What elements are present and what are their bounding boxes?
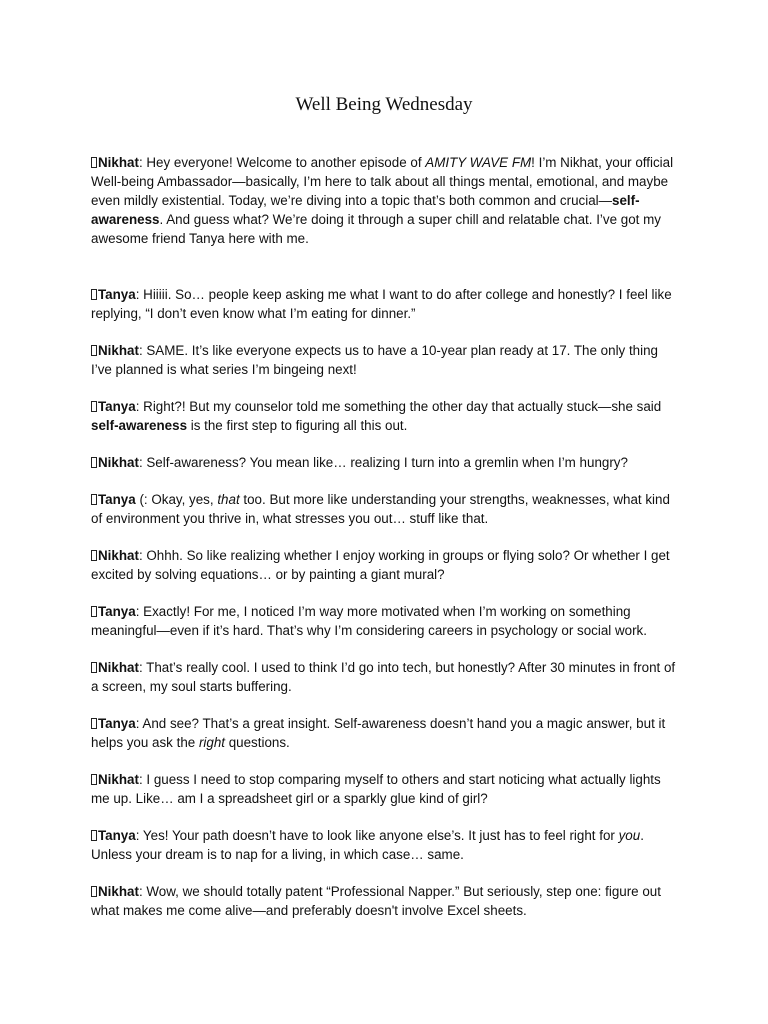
missing-glyph-icon bbox=[91, 774, 97, 785]
dialogue-body bbox=[91, 153, 681, 938]
dialogue-text: : Hey everyone! Welcome to another episode of bbox=[138, 155, 426, 170]
dialogue-text: (: Okay, yes, bbox=[135, 492, 218, 507]
dialogue-text: . And guess what? We’re doing it through a super chill and relatable chat. I’ve got my awesome friend Tanya here with me. bbox=[91, 212, 661, 246]
dialogue-paragraph bbox=[91, 770, 681, 808]
missing-glyph-icon bbox=[91, 457, 97, 468]
speaker-name: Tanya bbox=[98, 287, 136, 302]
missing-glyph-icon bbox=[91, 494, 97, 505]
missing-glyph-icon bbox=[91, 718, 97, 729]
document-title: Well Being Wednesday bbox=[295, 94, 473, 115]
dialogue-text: ! I’m Nikhat, your official Well-being Ambassador—basically, I’m here to talk about all things mental, emotional, and maybe even mildly existential. Today, we’re diving into a topic that’s both common and crucial— bbox=[91, 155, 674, 208]
speaker-name: Tanya bbox=[98, 399, 136, 414]
dialogue-paragraph bbox=[91, 397, 681, 435]
speaker-name: Tanya bbox=[98, 492, 136, 507]
missing-glyph-icon bbox=[91, 550, 97, 561]
missing-glyph-icon bbox=[91, 157, 97, 168]
speaker-name: Nikhat bbox=[98, 455, 139, 470]
dialogue-paragraph bbox=[91, 602, 681, 640]
dialogue-text: : Wow, we should totally patent “Professional Napper.” But seriously, step one: figure out what makes me come alive—and preferably doesn't involve Excel sheets. bbox=[91, 884, 661, 918]
dialogue-paragraph bbox=[91, 153, 681, 248]
emphasis-italic-text: you bbox=[618, 828, 641, 843]
dialogue-text: : Hiiiii. So… people keep asking me what I want to do after college and honestly? I feel like replying, “I don’t even know what I’m eating for dinner.” bbox=[91, 287, 672, 321]
speaker-name: Tanya bbox=[98, 828, 136, 843]
emphasis-bold-text: self-awareness bbox=[91, 193, 640, 227]
dialogue-text: too. But more like understanding your strengths, weaknesses, what kind of environment you thrive in, what stresses you out… stuff like that. bbox=[91, 492, 670, 526]
emphasis-italic-text: that bbox=[217, 492, 240, 507]
missing-glyph-icon bbox=[91, 830, 97, 841]
dialogue-text: : SAME. It’s like everyone expects us to have a 10-year plan ready at 17. The only thing I’ve planned is what series I’m bingeing next! bbox=[91, 343, 658, 377]
missing-glyph-icon bbox=[91, 886, 97, 897]
missing-glyph-icon bbox=[91, 606, 97, 617]
emphasis-bold-text: self-awareness bbox=[91, 418, 188, 433]
dialogue-text: : I guess I need to stop comparing myself to others and start noticing what actually lights me up. Like… am I a spreadsheet girl or a sparkly glue kind of girl? bbox=[91, 772, 661, 806]
dialogue-paragraph bbox=[91, 341, 681, 379]
dialogue-paragraph bbox=[91, 658, 681, 696]
dialogue-text: : And see? That’s a great insight. Self-awareness doesn’t hand you a magic answer, but it helps you ask the bbox=[91, 716, 666, 750]
dialogue-paragraph bbox=[91, 882, 681, 920]
emphasis-italic-text: AMITY WAVE FM bbox=[425, 155, 532, 170]
dialogue-text: is the first step to figuring all this out. bbox=[187, 418, 408, 433]
speaker-name: Nikhat bbox=[98, 548, 139, 563]
dialogue-text: . Unless your dream is to nap for a living, in which case… same. bbox=[91, 828, 644, 862]
missing-glyph-icon bbox=[91, 662, 97, 673]
dialogue-text: : Self-awareness? You mean like… realizing I turn into a gremlin when I’m hungry? bbox=[138, 455, 628, 470]
missing-glyph-icon bbox=[91, 401, 97, 412]
missing-glyph-icon bbox=[91, 289, 97, 300]
dialogue-paragraph bbox=[91, 490, 681, 528]
speaker-name: Nikhat bbox=[98, 772, 139, 787]
dialogue-paragraph bbox=[91, 826, 681, 864]
missing-glyph-icon bbox=[91, 345, 97, 356]
dialogue-text: : Yes! Your path doesn’t have to look like anyone else’s. It just has to feel right for bbox=[135, 828, 619, 843]
dialogue-text: : Ohhh. So like realizing whether I enjoy working in groups or flying solo? Or whether I get excited by solving equations… or by painting a giant mural? bbox=[91, 548, 670, 582]
speaker-name: Nikhat bbox=[98, 660, 139, 675]
dialogue-paragraph bbox=[91, 285, 681, 323]
dialogue-paragraph bbox=[91, 714, 681, 752]
dialogue-text: : Exactly! For me, I noticed I’m way more motivated when I’m working on something meaningful—even if it’s hard. That’s why I’m considering careers in psychology or social work. bbox=[91, 604, 647, 638]
speaker-name: Tanya bbox=[98, 604, 136, 619]
speaker-name: Nikhat bbox=[98, 155, 139, 170]
emphasis-italic-text: right bbox=[198, 735, 225, 750]
speaker-name: Tanya bbox=[98, 716, 136, 731]
dialogue-text: : That’s really cool. I used to think I’d go into tech, but honestly? After 30 minutes in front of a screen, my soul starts buffering. bbox=[91, 660, 676, 694]
speaker-name: Nikhat bbox=[98, 884, 139, 899]
dialogue-text: questions. bbox=[225, 735, 290, 750]
dialogue-paragraph bbox=[91, 453, 681, 472]
dialogue-text: : Right?! But my counselor told me something the other day that actually stuck—she said bbox=[135, 399, 662, 414]
dialogue-paragraph bbox=[91, 546, 681, 584]
speaker-name: Nikhat bbox=[98, 343, 139, 358]
